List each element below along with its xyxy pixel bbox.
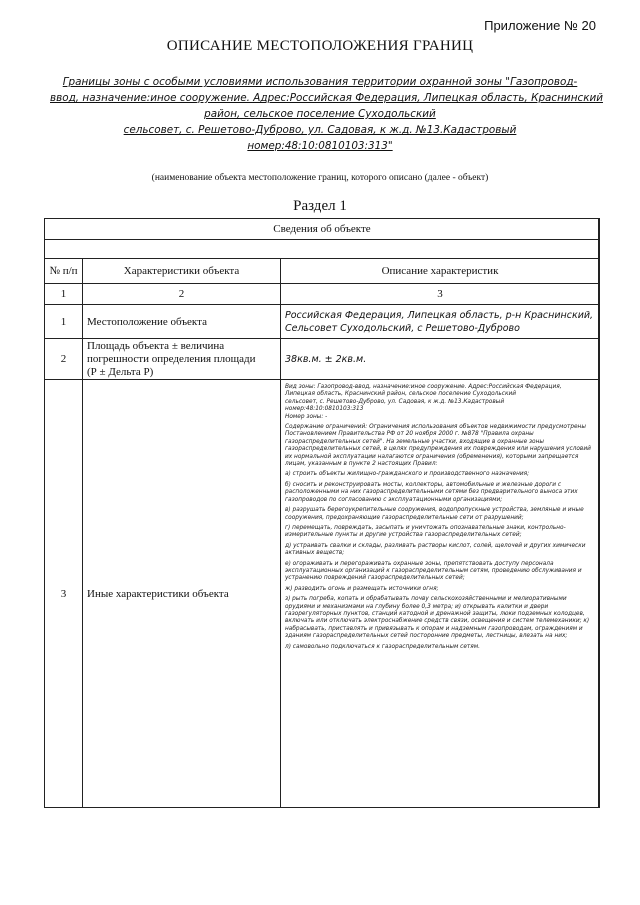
column-header: № п/п (45, 259, 83, 284)
zone-info-line: Липецкая область, Краснинский район, сельское поселение Суходольский (285, 391, 517, 398)
restriction-paragraph: Содержание ограничений: Ограничения использования объектов недвижимости предусмотрены Постановлением Правительства РФ от 20 ноября 2000 г. №878 "Правила охраны газораспределительных сетей". На земельные участки, входящие в охранные зоны газораспределительных сетей, в целях предупреждения их повреждения или нарушения условий их нормальной эксплуатации налагаются ограничения (обременения), которыми запрещается лицам, указанным в пункте 2 настоящих Правил: (285, 424, 591, 468)
blank-cell (45, 240, 600, 259)
zone-info-line: Номер зоны: - (285, 413, 328, 420)
object-name-line: сельсовет, с. Решетово-Дуброво, ул. Садовая, к ж.д. №13.Кадастровый (123, 124, 517, 136)
object-name-line: район, сельское поселение Суходольский (204, 108, 436, 120)
column-number: 3 (281, 284, 600, 305)
row-description: 38кв.м. ± 2кв.м. (281, 339, 600, 380)
restriction-paragraph: л) самовольно подключаться к газораспределительным сетям. (285, 643, 481, 650)
restriction-paragraph: д) устраивать свалки и склады, разливать растворы кислот, солей, щелочей и других химически активных веществ; (285, 542, 586, 557)
restriction-paragraph: г) перемещать, повреждать, засыпать и уничтожать опознавательные знаки, контрольно-измерительные пункты и другие устройства газораспределительных сетей; (285, 524, 566, 539)
row-description (281, 380, 600, 808)
restriction-paragraph: б) сносить и реконструировать мосты, коллекторы, автомобильные и железные дороги с расположенными на них газораспределительными сетями без предварительного выноса этих газопроводов по согласованию с эксплуатационными организациями; (285, 481, 578, 503)
object-name-line: Границы зоны с особыми условиями использования территории охранной зоны "Газопровод- (62, 76, 578, 88)
row-number: 2 (45, 339, 83, 380)
column-number: 1 (45, 284, 83, 305)
table-row (45, 339, 600, 380)
object-info-table (44, 218, 600, 808)
object-name-line: ввод, назначение:иное сооружение. Адрес:Российская Федерация, Липецкая область, Краснинский (50, 92, 603, 104)
row-characteristic (83, 339, 281, 380)
zone-info-line: номер:48:10:0810103:313 (285, 406, 364, 413)
table-title-row (45, 219, 600, 240)
column-header: Описание характеристик (281, 259, 600, 284)
characteristic-line: погрешности определения площади (87, 352, 256, 365)
column-number: 2 (83, 284, 281, 305)
row-description (281, 305, 600, 339)
row-characteristic: Иные характеристики объекта (83, 380, 281, 808)
column-header-row (45, 259, 600, 284)
zone-info-line: Вид зоны: Газопровод-ввод, назначение:иное сооружение. Адрес:Российская Федерация, (285, 384, 562, 390)
restriction-paragraph: е) огораживать и перегораживать охранные зоны, препятствовать доступу персонала эксплуатационных организаций к газораспределительным сетям, проведению обслуживания и устранению повреждений газораспределительных сетей; (285, 560, 582, 582)
table-row (45, 305, 600, 339)
table-row (45, 380, 600, 808)
document-title: ОПИСАНИЕ МЕСТОПОЛОЖЕНИЯ ГРАНИЦ (166, 38, 474, 54)
row-number: 1 (45, 305, 83, 339)
section-title: Раздел 1 (293, 198, 347, 214)
object-name (50, 74, 603, 154)
table-title: Сведения об объекте (45, 219, 600, 240)
description-line: Российская Федерация, Липецкая область, р-н Краснинский, (285, 309, 594, 321)
object-name-line: номер:48:10:0810103:313" (247, 140, 393, 152)
restriction-paragraph: з) рыть погреба, копать и обрабатывать почву сельскохозяйственными и мелиоративными орудиями и механизмами на глубину более 0,3 метра; и) открывать калитки и двери газорегуляторных пунктов, станций катодной и дренажной защиты, люки подземных колодцев, включать или отключать электроснабжение средств связи, освещения и систем телемеханики; к) набрасывать, приставлять и привязывать к опорам и надземным газопроводам, ограждениям и зданиям газораспределительных сетей посторонние предметы, лестницы, влезать на них; (285, 596, 590, 640)
zone-info-line: сельсовет, с. Решетово-Дуброво, ул. Садовая, к ж.д. №13.Кадастровый (285, 398, 505, 405)
column-header: Характеристики объекта (83, 259, 281, 284)
column-number-row (45, 284, 600, 305)
characteristic-line: Площадь объекта ± величина (87, 339, 225, 352)
row-number: 3 (45, 380, 83, 808)
restriction-paragraph: а) строить объекты жилищно-гражданского и производственного назначения; (285, 471, 530, 478)
restriction-paragraph: ж) разводить огонь и размещать источники огня; (285, 585, 439, 592)
appendix-number: Приложение № 20 (484, 18, 596, 33)
restriction-paragraph: в) разрушать берегоукрепительные сооружения, водопропускные устройства, земляные и иные сооружения, предохраняющие газораспределительные сети от разрушений; (285, 507, 584, 521)
characteristic-line: (Р ± Дельта Р) (87, 365, 154, 378)
blank-row (45, 240, 600, 259)
row-characteristic: Местоположение объекта (83, 305, 281, 339)
description-line: Сельсовет Суходольский, с Решетово-Дуброво (285, 322, 520, 334)
object-name-caption: (наименование объекта местоположение границ, которого описано (далее - объект) (151, 173, 489, 183)
